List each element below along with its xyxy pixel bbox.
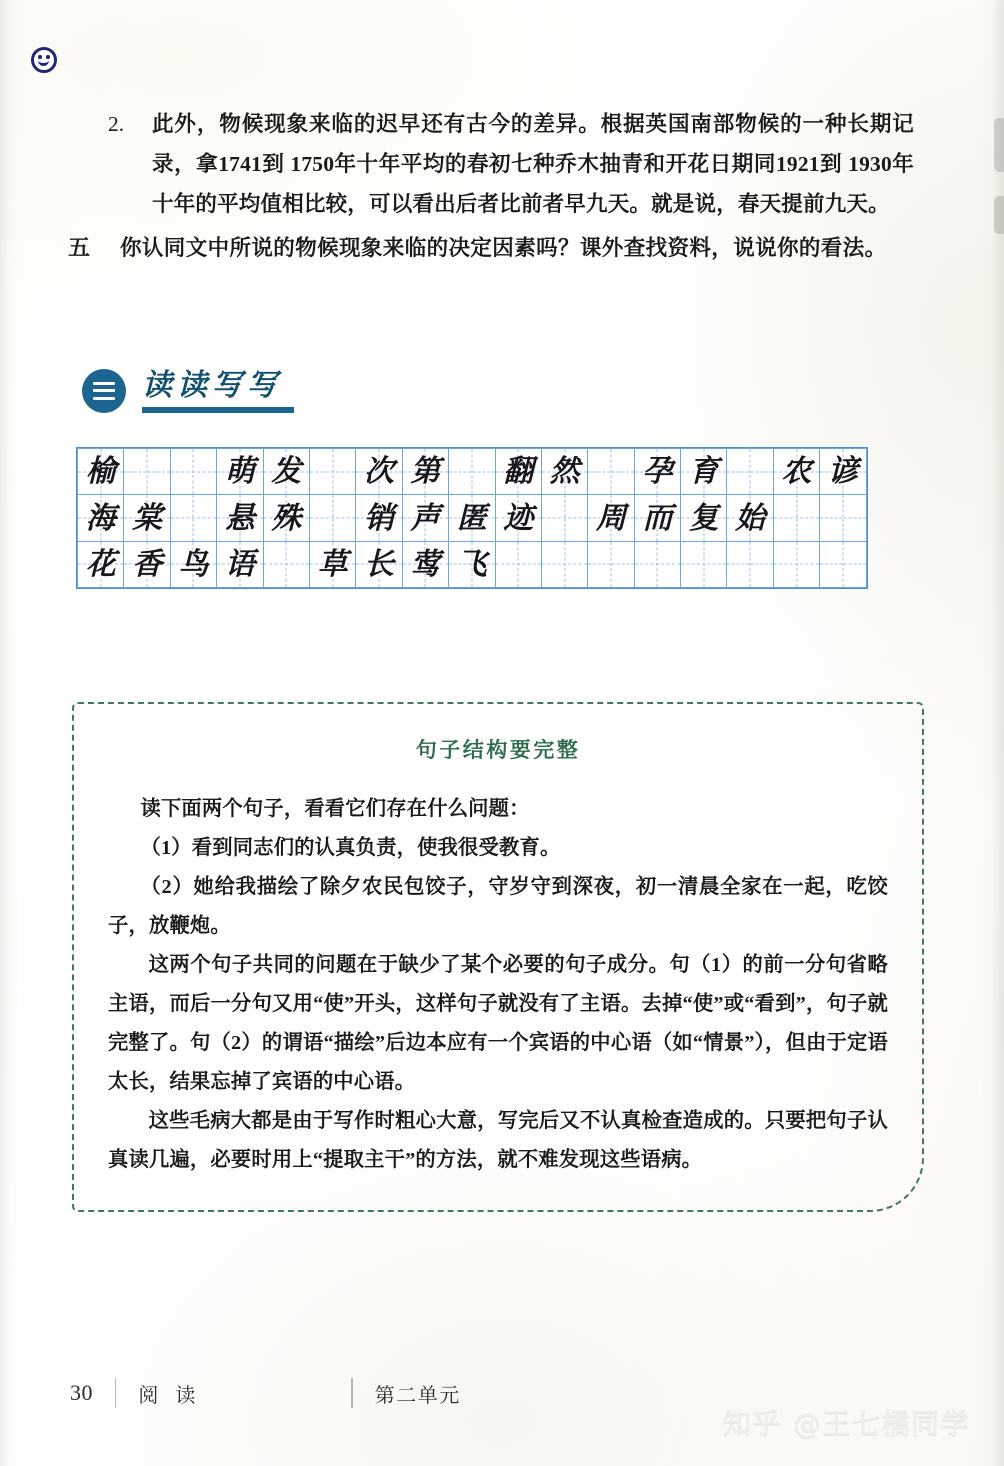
grid-cell (727, 495, 773, 541)
grid-char: 谚 (827, 454, 858, 490)
grid-cell (309, 541, 355, 587)
grid-char: 第 (410, 454, 441, 490)
exercise-text: 此外，物候现象来临的迟早还有古今的差异。根据英国南部物候的一种长期记录，拿1741到 1750年十年平均的春初七种乔木抽青和开花日期同1921到 1930年十年的平均值相比较，可以看出后者比前者早九天。就是说，春天提前九天。 (152, 112, 914, 216)
page-number: 30 (70, 1380, 93, 1405)
grid-char: 周 (595, 500, 626, 536)
watermark: 知乎 @王七橘同学 (722, 1407, 970, 1440)
tip-paragraph: 这些毛病大都是由于写作时粗心大意，写完后又不认真检查造成的。只要把句子认真读几遍，必要时用上“提取主干”的方法，就不难发现这些语病。 (108, 1110, 888, 1171)
grid-cell (541, 541, 587, 587)
bar-1 (93, 382, 115, 385)
grid-cell (217, 449, 263, 495)
grid-char: 而 (642, 500, 673, 536)
grid-char: 语 (224, 546, 255, 582)
grid-cell (495, 449, 541, 495)
bar-2 (93, 389, 115, 392)
grid-cell (170, 541, 216, 587)
grid-cell (356, 449, 402, 495)
grid-cell (681, 449, 727, 495)
grid-char: 花 (85, 546, 116, 582)
exercise-marker: 五 (68, 235, 91, 260)
exercise-marker: 2. (108, 112, 125, 136)
grid-char: 棠 (132, 500, 163, 536)
character-grid-row (78, 449, 867, 495)
grid-cell (495, 495, 541, 541)
grid-char: 育 (688, 454, 719, 490)
grid-char: 长 (364, 546, 395, 582)
tip-box-title: 句子结构要完整 (415, 737, 581, 762)
grid-cell (634, 449, 680, 495)
grid-cell (727, 541, 773, 587)
grid-char: 复 (688, 500, 719, 536)
section-title: 读读写写 (142, 368, 282, 403)
grid-cell (78, 541, 124, 587)
smiley-face-icon (31, 47, 57, 73)
grid-cell (124, 541, 170, 587)
tip-paragraph: （1）看到同志们的认真负责，使我很受教育。 (140, 837, 561, 859)
grid-char: 悬 (224, 500, 255, 536)
exercise-text: 你认同文中所说的物候现象来临的决定因素吗？课外查找资料，说说你的看法。 (120, 236, 887, 260)
footer-section-label: 阅 读 (138, 1384, 202, 1407)
grid-char: 始 (735, 500, 766, 536)
tip-box-body (108, 790, 888, 1180)
grid-cell (263, 449, 309, 495)
grid-char: 莺 (410, 546, 441, 582)
tip-paragraph: 读下面两个句子，看看它们存在什么问题： (140, 798, 530, 820)
grid-cell (449, 449, 495, 495)
grid-cell (78, 495, 124, 541)
grid-char: 海 (85, 500, 116, 536)
character-grid-row (78, 541, 867, 587)
smiley-mouth (38, 58, 49, 66)
grid-cell (402, 495, 448, 541)
grid-cell (124, 495, 170, 541)
grid-cell (820, 541, 866, 587)
grid-cell (170, 495, 216, 541)
footer-unit-label: 第二单元 (374, 1384, 461, 1407)
grid-cell (309, 449, 355, 495)
grid-cell (773, 449, 819, 495)
grid-cell (727, 449, 773, 495)
grid-cell (773, 541, 819, 587)
grid-cell (402, 541, 448, 587)
exercise-list (0, 104, 1004, 272)
grid-cell (820, 495, 866, 541)
character-grid-body (78, 449, 867, 588)
grid-cell (124, 449, 170, 495)
footer-divider (351, 1378, 352, 1408)
grid-cell (588, 449, 634, 495)
grid-cell (634, 495, 680, 541)
character-grid-table (77, 448, 867, 588)
grid-char: 农 (781, 454, 812, 490)
exercise-item-5 (0, 228, 1004, 268)
grid-cell (356, 495, 402, 541)
grid-cell (449, 495, 495, 541)
grid-cell (541, 495, 587, 541)
grid-cell (681, 541, 727, 587)
grid-cell (356, 541, 402, 587)
tip-paragraph: （2）她给我描绘了除夕农民包饺子，守岁守到深夜，初一清晨全家在一起，吃饺子，放鞭炮。 (108, 876, 888, 937)
grid-cell (449, 541, 495, 587)
section-heading-dudu-xiexie (82, 368, 294, 413)
exercise-item-2 (0, 104, 1004, 224)
grid-char: 声 (410, 500, 441, 536)
grid-cell (541, 449, 587, 495)
grid-cell (820, 449, 866, 495)
grid-cell (773, 495, 819, 541)
section-title-wrap (142, 368, 294, 413)
grid-char: 香 (132, 546, 163, 582)
grid-cell (495, 541, 541, 587)
grid-char: 匿 (456, 500, 487, 536)
three-bars-circle-icon (82, 369, 126, 413)
grid-cell (217, 541, 263, 587)
section-underline (142, 407, 294, 413)
grid-char: 萌 (224, 454, 255, 490)
grid-char: 鸟 (178, 546, 209, 582)
grid-cell (170, 449, 216, 495)
grid-cell (588, 495, 634, 541)
grid-char: 迹 (503, 500, 534, 536)
grid-cell (263, 495, 309, 541)
grid-cell (681, 495, 727, 541)
grid-cell (634, 541, 680, 587)
grid-cell (309, 495, 355, 541)
grid-cell (263, 541, 309, 587)
bar-3 (93, 397, 115, 400)
grid-char: 孕 (642, 454, 673, 490)
footer-divider (115, 1378, 116, 1408)
grid-cell (217, 495, 263, 541)
tip-paragraph: 这两个句子共同的问题在于缺少了某个必要的句子成分。句（1）的前一分句省略主语，而后一分句又用“使”开头，这样句子就没有了主语。去掉“使”或“看到”，句子就完整了。句（2）的谓语“描绘”后边本应有一个宾语的中心语（如“情景”），但由于定语太长，结果忘掉了宾语的中心语。 (108, 954, 888, 1093)
grid-char: 发 (271, 454, 302, 490)
grid-char: 销 (364, 500, 395, 536)
tip-box (72, 702, 924, 1212)
grid-char: 翻 (503, 454, 534, 490)
grid-cell (78, 449, 124, 495)
grid-cell (588, 541, 634, 587)
grid-char: 草 (317, 546, 348, 582)
grid-char: 然 (549, 454, 580, 490)
grid-char: 次 (364, 454, 395, 490)
grid-char: 榆 (85, 454, 116, 490)
grid-char: 飞 (456, 546, 487, 582)
grid-char: 殊 (271, 500, 302, 536)
character-practice-grid (76, 447, 868, 589)
grid-cell (402, 449, 448, 495)
character-grid-row (78, 495, 867, 541)
